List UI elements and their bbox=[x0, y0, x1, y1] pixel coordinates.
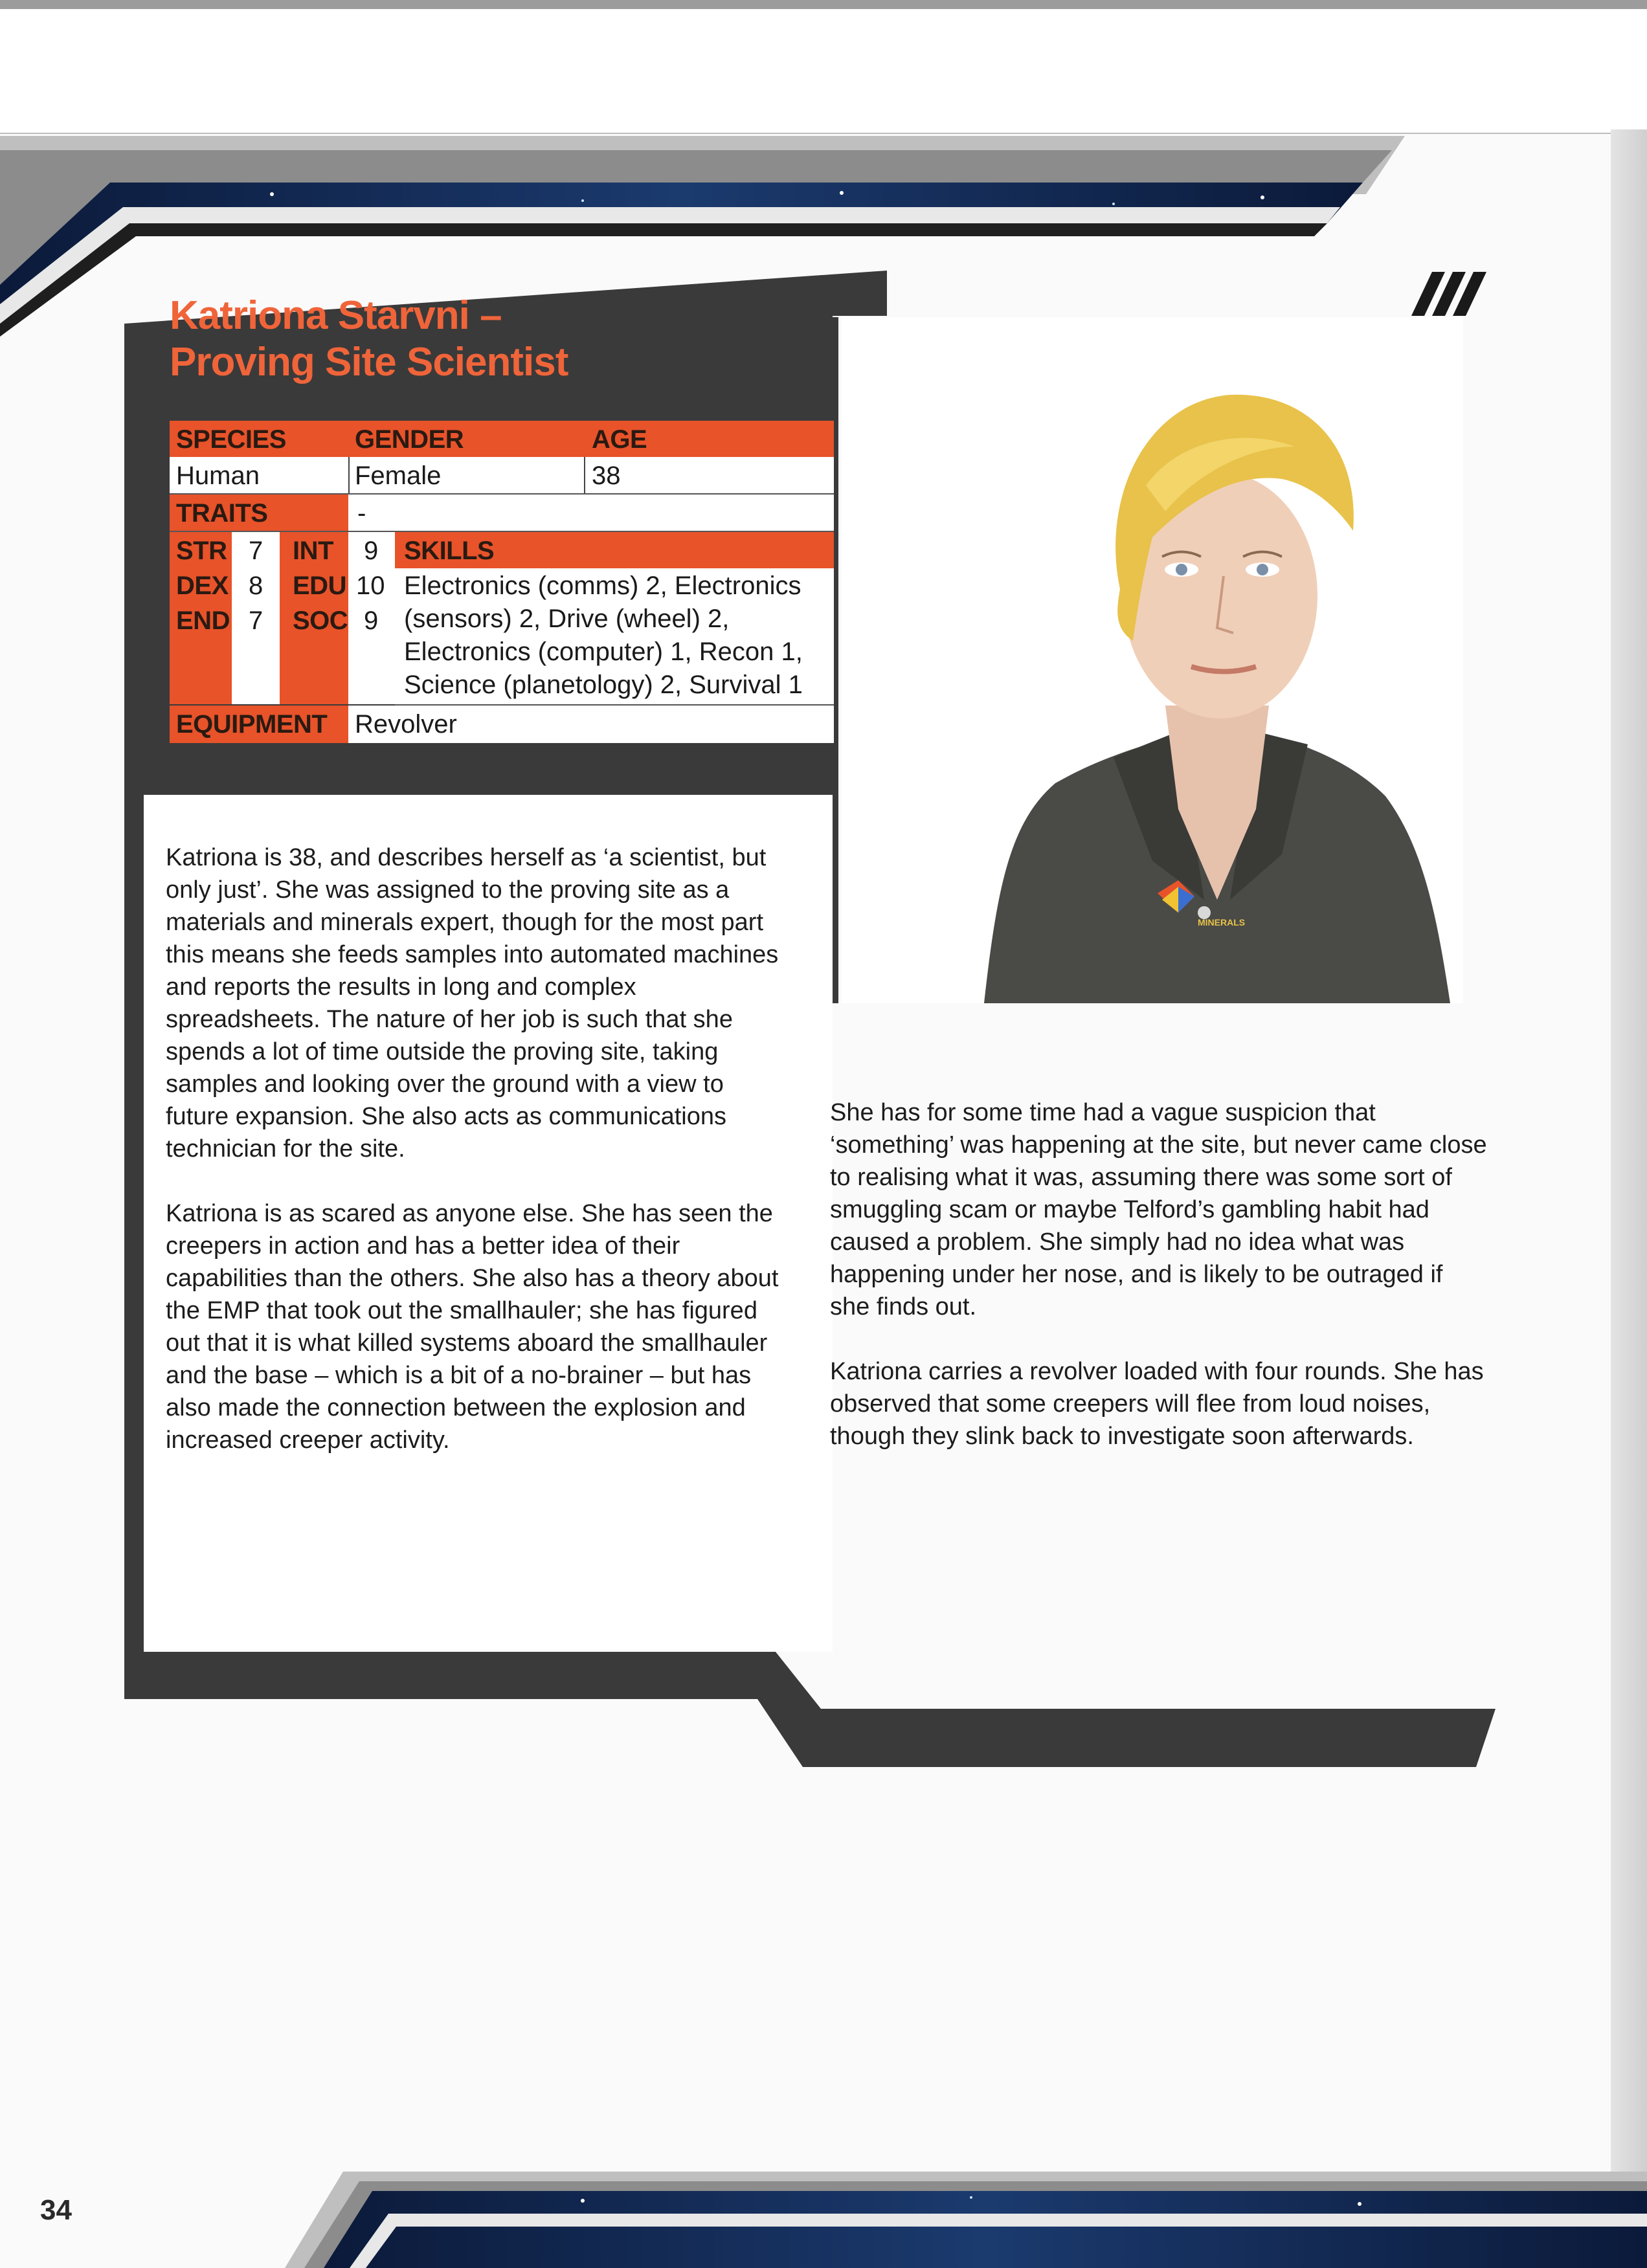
skills-list bbox=[404, 570, 831, 702]
characteristics-gap bbox=[280, 637, 348, 704]
equipment-value: Revolver bbox=[355, 710, 457, 739]
edu-value: 10 bbox=[356, 572, 385, 600]
str-label: STR bbox=[176, 537, 227, 565]
skills-line: Science (planetology) 2, Survival 1 bbox=[404, 671, 803, 699]
left-paragraph-1: Katriona is 38, and describes herself as ‘a scientist, but only just’. She was assigned to the proving site as a materials and minerals expert, though for the most part this means she feeds samples into automated machines and reports the results in long and complex spreadsheets. The nature of her job is such that she spends a lot of time outside the proving site, taking samples and looking over the ground with a view to future expansion. She also acts as communications technician for the site. bbox=[166, 844, 779, 1162]
str-value: 7 bbox=[249, 537, 263, 565]
int-value: 9 bbox=[364, 537, 379, 565]
equipment-label: EQUIPMENT bbox=[176, 710, 328, 739]
skills-label: SKILLS bbox=[404, 537, 495, 565]
left-paragraph-2: Katriona is as scared as anyone else. She has seen the creepers in action and has a better idea of their capabilities than the others. She also has a theory about the EMP that took out the smallhauler; she has figured out that it is what killed systems aboard the smallhauler and the base – which is a bit of a no-brainer – but has also made the connection between the explosion and increased creeper activity. bbox=[166, 1200, 779, 1454]
right-column bbox=[830, 1096, 1488, 1485]
right-paragraph-1: She has for some time had a vague suspicion that ‘something’ was happening at the site, but never came close to realising what it was, assuming there was some sort of smuggling scam or maybe Telford’s gambling habit had caused a problem. She simply had no idea what was happening under her nose, and is likely to be outraged if she finds out. bbox=[830, 1099, 1487, 1320]
gender-value: Female bbox=[355, 461, 442, 490]
end-value: 7 bbox=[249, 606, 263, 635]
traits-label: TRAITS bbox=[176, 499, 268, 528]
npc-title-line1: Katriona Starvni – bbox=[170, 293, 502, 338]
dex-value: 8 bbox=[249, 572, 263, 600]
skills-line: (sensors) 2, Drive (wheel) 2, bbox=[404, 605, 730, 633]
soc-label: SOC bbox=[293, 606, 348, 635]
age-value: 38 bbox=[592, 461, 621, 490]
characteristics-gap-white bbox=[232, 637, 280, 704]
species-row bbox=[170, 457, 834, 495]
skills-left-gutter bbox=[348, 637, 395, 704]
gender-divider bbox=[348, 457, 350, 493]
character-portrait bbox=[842, 317, 1463, 1003]
dex-label: DEX bbox=[176, 572, 229, 600]
traits-value: - bbox=[357, 499, 366, 528]
edu-label: EDU bbox=[293, 572, 346, 600]
int-label: INT bbox=[293, 537, 333, 565]
page-number: 34 bbox=[40, 2194, 72, 2226]
end-label: END bbox=[176, 606, 230, 635]
left-column bbox=[166, 841, 787, 1489]
age-label: AGE bbox=[592, 425, 647, 454]
gender-label: GENDER bbox=[355, 425, 464, 454]
npc-title bbox=[170, 293, 568, 386]
species-label: SPECIES bbox=[176, 425, 286, 454]
soc-value: 9 bbox=[364, 606, 379, 635]
age-divider bbox=[584, 457, 585, 493]
npc-title-line2: Proving Site Scientist bbox=[170, 340, 568, 384]
stat-block bbox=[170, 421, 834, 748]
skills-line: Electronics (comms) 2, Electronics bbox=[404, 572, 801, 600]
badge-text: MINERALS bbox=[1198, 917, 1246, 928]
right-paragraph-2: Katriona carries a revolver loaded with four rounds. She has observed that some creepers will flee from loud noises, though they slink back to investigate soon afterwards. bbox=[830, 1358, 1484, 1450]
species-value: Human bbox=[176, 461, 260, 490]
skills-line: Electronics (computer) 1, Recon 1, bbox=[404, 638, 803, 666]
